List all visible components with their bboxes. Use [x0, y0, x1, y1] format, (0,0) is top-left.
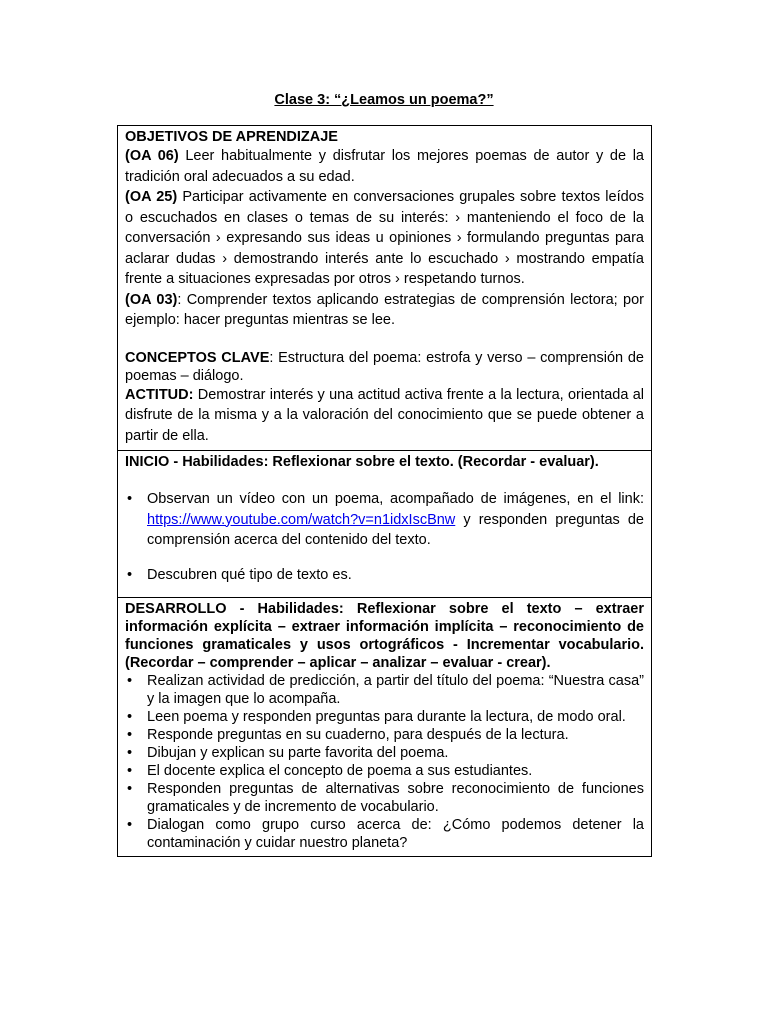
spacer: [125, 551, 644, 565]
oa25-code: (OA 25): [125, 189, 178, 205]
list-item: • Dibujan y explican su parte favorita del poema.: [125, 744, 644, 762]
oa03-text: : Comprender textos aplicando estrategias de comprensión lectora; por ejemplo: hacer preguntas mientras se lee.: [125, 291, 644, 328]
actitud-paragraph: [125, 385, 644, 447]
spacer: [125, 331, 644, 349]
oa06-text: Leer habitualmente y disfrutar los mejores poemas de autor y de la tradición oral adecuados a su edad.: [125, 148, 644, 185]
oa06-paragraph: [125, 146, 644, 187]
actitud-label: ACTITUD:: [125, 386, 194, 403]
inicio-section: [118, 451, 651, 598]
inicio-list-2: [125, 565, 644, 586]
oa06-code: (OA 06): [125, 148, 179, 164]
list-item: • Responde preguntas en su cuaderno, para después de la lectura.: [125, 726, 644, 744]
actitud-text: Demostrar interés y una actitud activa frente a la lectura, orientada al disfrute de la misma y a la valoración del conocimiento que se puede obtener a partir de ella.: [125, 386, 644, 444]
list-item: • Leen poema y responden preguntas para durante la lectura, de modo oral.: [125, 708, 644, 726]
spacer: [125, 471, 644, 489]
oa25-text: Participar activamente en conversaciones grupales sobre textos leídos o escuchados en clases o temas de su interés: › manteniendo el foco de la conversación › expresando sus ideas u opiniones › formulando preguntas para aclarar dudas › demostrando interés ante lo escuchado › mostrando empatía frente a situaciones expresadas por otros › respetando turnos.: [125, 189, 644, 287]
conceptos-label: CONCEPTOS CLAVE: [125, 349, 270, 366]
inicio-heading: INICIO - Habilidades: Reflexionar sobre el texto. (Recordar - evaluar).: [125, 454, 599, 470]
list-item: • El docente explica el concepto de poema a sus estudiantes.: [125, 762, 644, 780]
youtube-link[interactable]: https://www.youtube.com/watch?v=n1idxIscBnw: [147, 511, 456, 528]
desarrollo-heading: DESARROLLO - Habilidades: Reflexionar sobre el texto – extraer información explícita – extraer información implícita – reconocimiento de funciones gramaticales y usos ortográficos - Incrementar vocabulario. (Recordar – comprender – aplicar – analizar – evaluar - crear).: [125, 601, 644, 671]
list-item: • Descubren qué tipo de texto es.: [125, 565, 644, 586]
list-item: • Realizan actividad de predicción, a partir del título del poema: “Nuestra casa” y la imagen que lo acompaña.: [125, 672, 644, 708]
lesson-table: [117, 125, 652, 857]
list-item: • Dialogan como grupo curso acerca de: ¿Cómo podemos detener la contaminación y cuidar nuestro planeta?: [125, 816, 644, 852]
oa03-paragraph: [125, 290, 644, 331]
oa25-paragraph: [125, 187, 644, 290]
conceptos-paragraph: [125, 349, 644, 385]
inicio-item1-text: Observan un vídeo con un poema, acompañado de imágenes, en el link:: [147, 491, 644, 507]
oa03-code: (OA 03): [125, 291, 178, 308]
page-title: Clase 3: “¿Leamos un poema?”: [274, 92, 494, 108]
inicio-item1-text-end: y responden preguntas de comprensión acerca del contenido del texto.: [147, 511, 644, 548]
objetivos-section: [118, 126, 651, 451]
desarrollo-section: [118, 598, 651, 857]
inicio-list: [125, 489, 644, 551]
list-item: [125, 489, 644, 551]
desarrollo-list: [125, 672, 644, 852]
objetivos-heading: OBJETIVOS DE APRENDIZAJE: [125, 129, 338, 145]
list-item: • Responden preguntas de alternativas sobre reconocimiento de funciones gramaticales y de incremento de vocabulario.: [125, 780, 644, 816]
conceptos-text: : Estructura del poema: estrofa y verso – comprensión de poemas – diálogo.: [125, 349, 644, 384]
